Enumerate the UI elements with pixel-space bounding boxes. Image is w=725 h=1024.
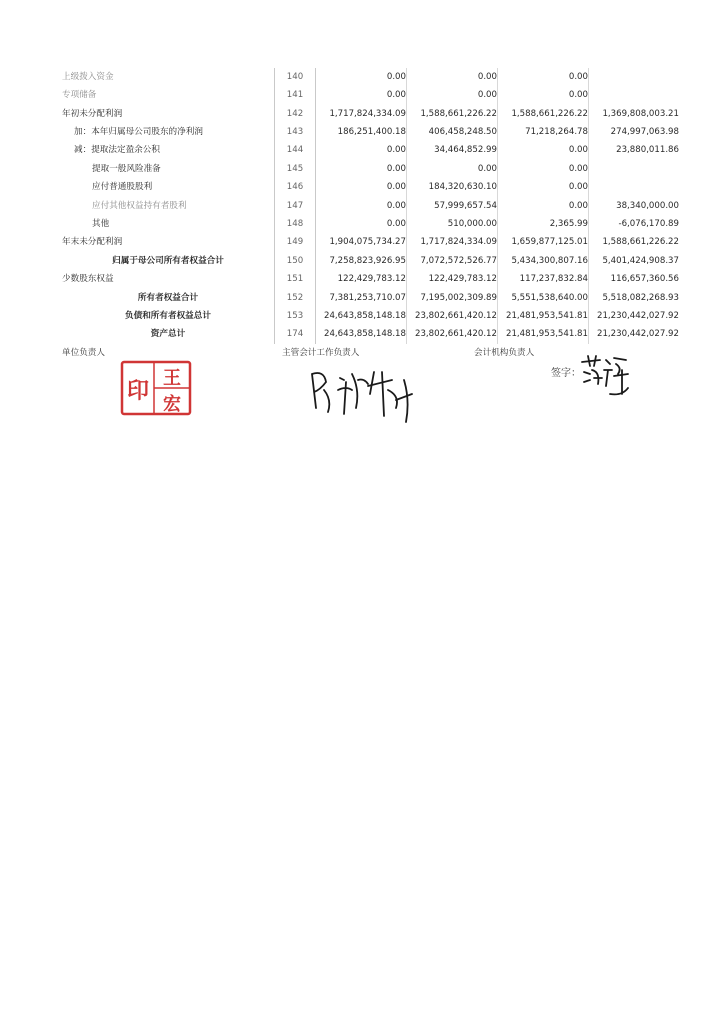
value-cell: 1,588,661,226.22 bbox=[589, 234, 680, 252]
line-number: 146 bbox=[275, 178, 316, 196]
value-cell: 5,551,538,640.00 bbox=[498, 289, 589, 307]
line-number: 143 bbox=[275, 123, 316, 141]
accounting-head-label: 主管会计工作负责人 bbox=[282, 348, 360, 358]
value-cell: 34,464,852.99 bbox=[407, 142, 498, 160]
item-label: 提取一般风险准备 bbox=[92, 163, 161, 174]
item-label: 应付普通股股利 bbox=[92, 182, 153, 193]
value-cell: 21,481,953,541.81 bbox=[498, 325, 589, 343]
value-cell bbox=[589, 86, 680, 104]
signature-labels bbox=[62, 346, 662, 360]
value-cell: 1,904,075,734.27 bbox=[329, 237, 406, 248]
table-row bbox=[62, 270, 679, 288]
table-row bbox=[62, 252, 679, 270]
line-number: 150 bbox=[275, 252, 316, 270]
table-row bbox=[62, 178, 679, 196]
value-cell: 0.00 bbox=[386, 71, 406, 82]
line-number: 152 bbox=[275, 289, 316, 307]
item-label: 其他 bbox=[92, 219, 110, 230]
value-cell: 0.00 bbox=[386, 182, 406, 193]
table-row bbox=[62, 86, 679, 104]
value-cell: 0.00 bbox=[407, 68, 498, 86]
value-cell: 0.00 bbox=[498, 197, 589, 215]
line-number: 145 bbox=[275, 160, 316, 178]
value-cell: 0.00 bbox=[386, 145, 406, 156]
value-cell: 21,481,953,541.81 bbox=[498, 307, 589, 325]
value-cell: 0.00 bbox=[386, 200, 406, 211]
value-cell: 274,997,063.98 bbox=[589, 123, 680, 141]
value-cell: 1,659,877,125.01 bbox=[498, 234, 589, 252]
item-label: 应付其他权益持有者股利 bbox=[92, 200, 187, 211]
value-cell: 5,401,424,908.37 bbox=[589, 252, 680, 270]
value-cell: 186,251,400.18 bbox=[337, 127, 406, 138]
item-label: 资产总计 bbox=[150, 329, 186, 340]
value-cell: 510,000.00 bbox=[407, 215, 498, 233]
table-row bbox=[62, 234, 679, 252]
line-number: 153 bbox=[275, 307, 316, 325]
value-cell: 7,258,823,926.95 bbox=[329, 255, 406, 266]
value-cell: 122,429,783.12 bbox=[337, 274, 406, 285]
table-row bbox=[62, 215, 679, 233]
value-cell: 23,802,661,420.12 bbox=[407, 307, 498, 325]
value-cell: 1,717,824,334.09 bbox=[329, 108, 406, 119]
svg-text:王: 王 bbox=[163, 368, 181, 389]
value-cell: 1,369,808,003.21 bbox=[589, 105, 680, 123]
value-cell: 7,072,572,526.77 bbox=[407, 252, 498, 270]
equity-table bbox=[62, 68, 679, 344]
line-number: 141 bbox=[275, 86, 316, 104]
value-cell bbox=[589, 160, 680, 178]
value-cell: 23,880,011.86 bbox=[589, 142, 680, 160]
value-cell: 1,588,661,226.22 bbox=[498, 105, 589, 123]
line-number: 147 bbox=[275, 197, 316, 215]
value-cell: 7,381,253,710.07 bbox=[329, 292, 406, 303]
value-cell: -6,076,170.89 bbox=[589, 215, 680, 233]
value-cell: 1,717,824,334.09 bbox=[407, 234, 498, 252]
line-number: 174 bbox=[275, 325, 316, 343]
unit-head-label: 单位负责人 bbox=[62, 348, 105, 358]
table-row bbox=[62, 105, 679, 123]
line-number: 148 bbox=[275, 215, 316, 233]
value-cell bbox=[589, 68, 680, 86]
value-cell: 0.00 bbox=[386, 219, 406, 230]
item-label: 专项储备 bbox=[62, 90, 97, 101]
value-cell: 0.00 bbox=[498, 178, 589, 196]
value-cell: 1,588,661,226.22 bbox=[407, 105, 498, 123]
value-cell: 5,434,300,807.16 bbox=[498, 252, 589, 270]
sign-label: 签字： bbox=[551, 368, 581, 379]
item-label: 归属于母公司所有者权益合计 bbox=[112, 255, 224, 266]
value-cell: 0.00 bbox=[498, 142, 589, 160]
value-cell: 21,230,442,027.92 bbox=[589, 307, 680, 325]
table-row bbox=[62, 142, 679, 160]
line-number: 149 bbox=[275, 234, 316, 252]
value-cell: 0.00 bbox=[386, 90, 406, 101]
value-cell: 71,218,264.78 bbox=[498, 123, 589, 141]
value-cell: 0.00 bbox=[498, 86, 589, 104]
item-label: 上级拨入资金 bbox=[62, 71, 114, 82]
value-cell: 24,643,858,148.18 bbox=[323, 310, 406, 321]
value-cell: 0.00 bbox=[498, 160, 589, 178]
value-cell: 21,230,442,027.92 bbox=[589, 325, 680, 343]
accounting-head-signature bbox=[300, 360, 430, 430]
value-cell: 0.00 bbox=[386, 163, 406, 174]
value-cell: 116,657,360.56 bbox=[589, 270, 680, 288]
value-cell: 7,195,002,309.89 bbox=[407, 289, 498, 307]
value-cell: 0.00 bbox=[407, 86, 498, 104]
table-row bbox=[62, 68, 679, 86]
item-label: 减：提取法定盈余公积 bbox=[74, 145, 160, 156]
table-row bbox=[62, 123, 679, 141]
accounting-org-head-signature bbox=[578, 352, 632, 398]
value-cell: 0.00 bbox=[407, 160, 498, 178]
item-label: 所有者权益合计 bbox=[137, 292, 199, 303]
table-row bbox=[62, 197, 679, 215]
line-number: 142 bbox=[275, 105, 316, 123]
value-cell: 57,999,657.54 bbox=[407, 197, 498, 215]
value-cell: 2,365.99 bbox=[498, 215, 589, 233]
line-number: 144 bbox=[275, 142, 316, 160]
table-row bbox=[62, 289, 679, 307]
value-cell: 38,340,000.00 bbox=[589, 197, 680, 215]
item-label: 加：本年归属母公司股东的净利润 bbox=[74, 127, 203, 138]
personal-seal bbox=[120, 360, 192, 416]
svg-text:宏: 宏 bbox=[163, 394, 181, 415]
value-cell: 117,237,832.84 bbox=[498, 270, 589, 288]
item-label: 年末未分配利润 bbox=[62, 237, 123, 248]
value-cell bbox=[589, 178, 680, 196]
table-row bbox=[62, 160, 679, 178]
accounting-org-head-label: 会计机构负责人 bbox=[474, 348, 535, 358]
value-cell: 0.00 bbox=[498, 68, 589, 86]
table-row bbox=[62, 325, 679, 343]
item-label: 少数股东权益 bbox=[62, 274, 114, 285]
line-number: 151 bbox=[275, 270, 316, 288]
value-cell: 406,458,248.50 bbox=[407, 123, 498, 141]
svg-text:印: 印 bbox=[126, 379, 150, 404]
value-cell: 122,429,783.12 bbox=[407, 270, 498, 288]
value-cell: 23,802,661,420.12 bbox=[407, 325, 498, 343]
line-number: 140 bbox=[275, 68, 316, 86]
item-label: 年初未分配利润 bbox=[62, 108, 123, 119]
item-label: 负债和所有者权益总计 bbox=[125, 310, 211, 321]
value-cell: 184,320,630.10 bbox=[407, 178, 498, 196]
value-cell: 24,643,858,148.18 bbox=[323, 329, 406, 340]
table-row bbox=[62, 307, 679, 325]
value-cell: 5,518,082,268.93 bbox=[589, 289, 680, 307]
